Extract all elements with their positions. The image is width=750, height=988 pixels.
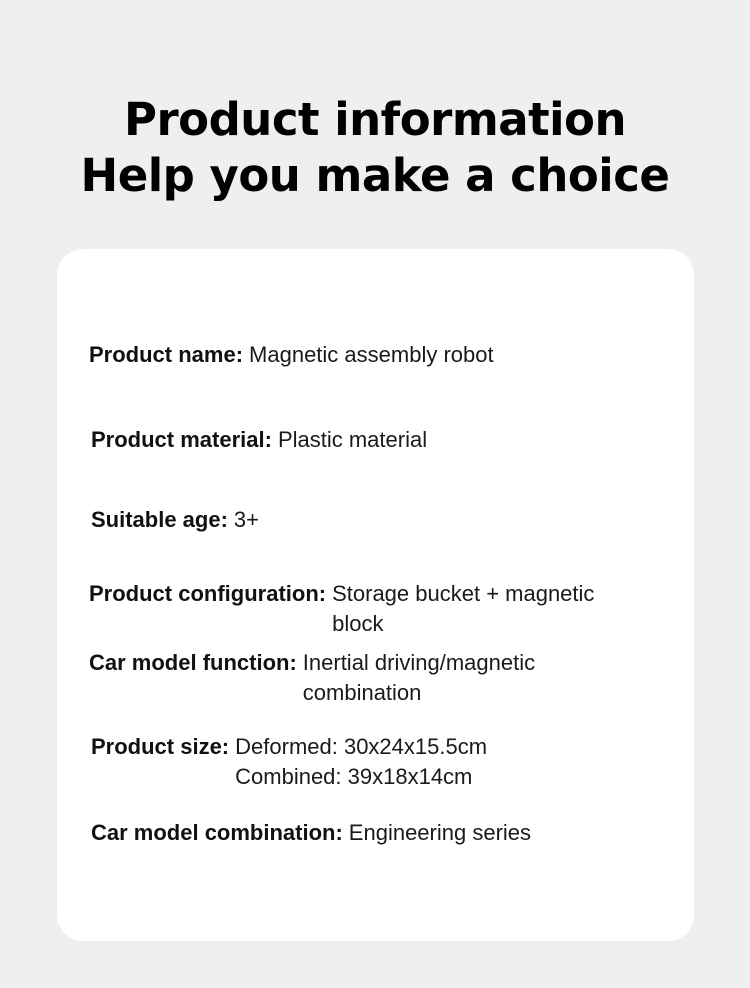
car-model-combination-label: Car model combination:: [91, 820, 343, 845]
page-heading: [0, 92, 750, 204]
product-configuration-value-line-2: block: [332, 611, 384, 636]
product-configuration-label: Product configuration:: [89, 581, 327, 606]
car-model-function-value-line-2: combination: [302, 680, 422, 705]
car-model-function-label: Car model function:: [89, 650, 297, 675]
product-configuration-row: [89, 579, 594, 639]
product-name-label: Product name:: [89, 342, 244, 367]
car-model-combination-row: [91, 818, 531, 848]
car-model-function-value: [303, 648, 535, 708]
product-material-row: [91, 425, 427, 455]
product-size-value-line-2: Combined: 39x18x14cm: [235, 764, 473, 789]
car-model-function-value-line-1: Inertial driving/magnetic: [302, 650, 536, 675]
product-size-value-line-1: Deformed: 30x24x15.5cm: [235, 734, 488, 759]
product-info-card: [57, 249, 694, 941]
product-size-row: [91, 732, 487, 792]
car-model-function-row: [89, 648, 535, 708]
heading-line-2: Help you make a choice: [80, 149, 670, 202]
product-material-label: Product material:: [91, 427, 272, 452]
car-model-combination-value: Engineering series: [348, 820, 532, 845]
heading-line-1: Product information: [124, 93, 626, 146]
suitable-age-row: [91, 505, 259, 535]
product-name-value: Magnetic assembly robot: [249, 342, 494, 367]
suitable-age-label: Suitable age:: [91, 507, 228, 532]
product-configuration-value-line-1: Storage bucket + magnetic: [332, 581, 595, 606]
product-name-row: [89, 340, 494, 370]
suitable-age-value: 3+: [233, 507, 260, 532]
product-size-label: Product size:: [91, 734, 230, 759]
product-size-value: [235, 732, 487, 792]
product-configuration-value: [332, 579, 594, 639]
product-material-value: Plastic material: [277, 427, 428, 452]
